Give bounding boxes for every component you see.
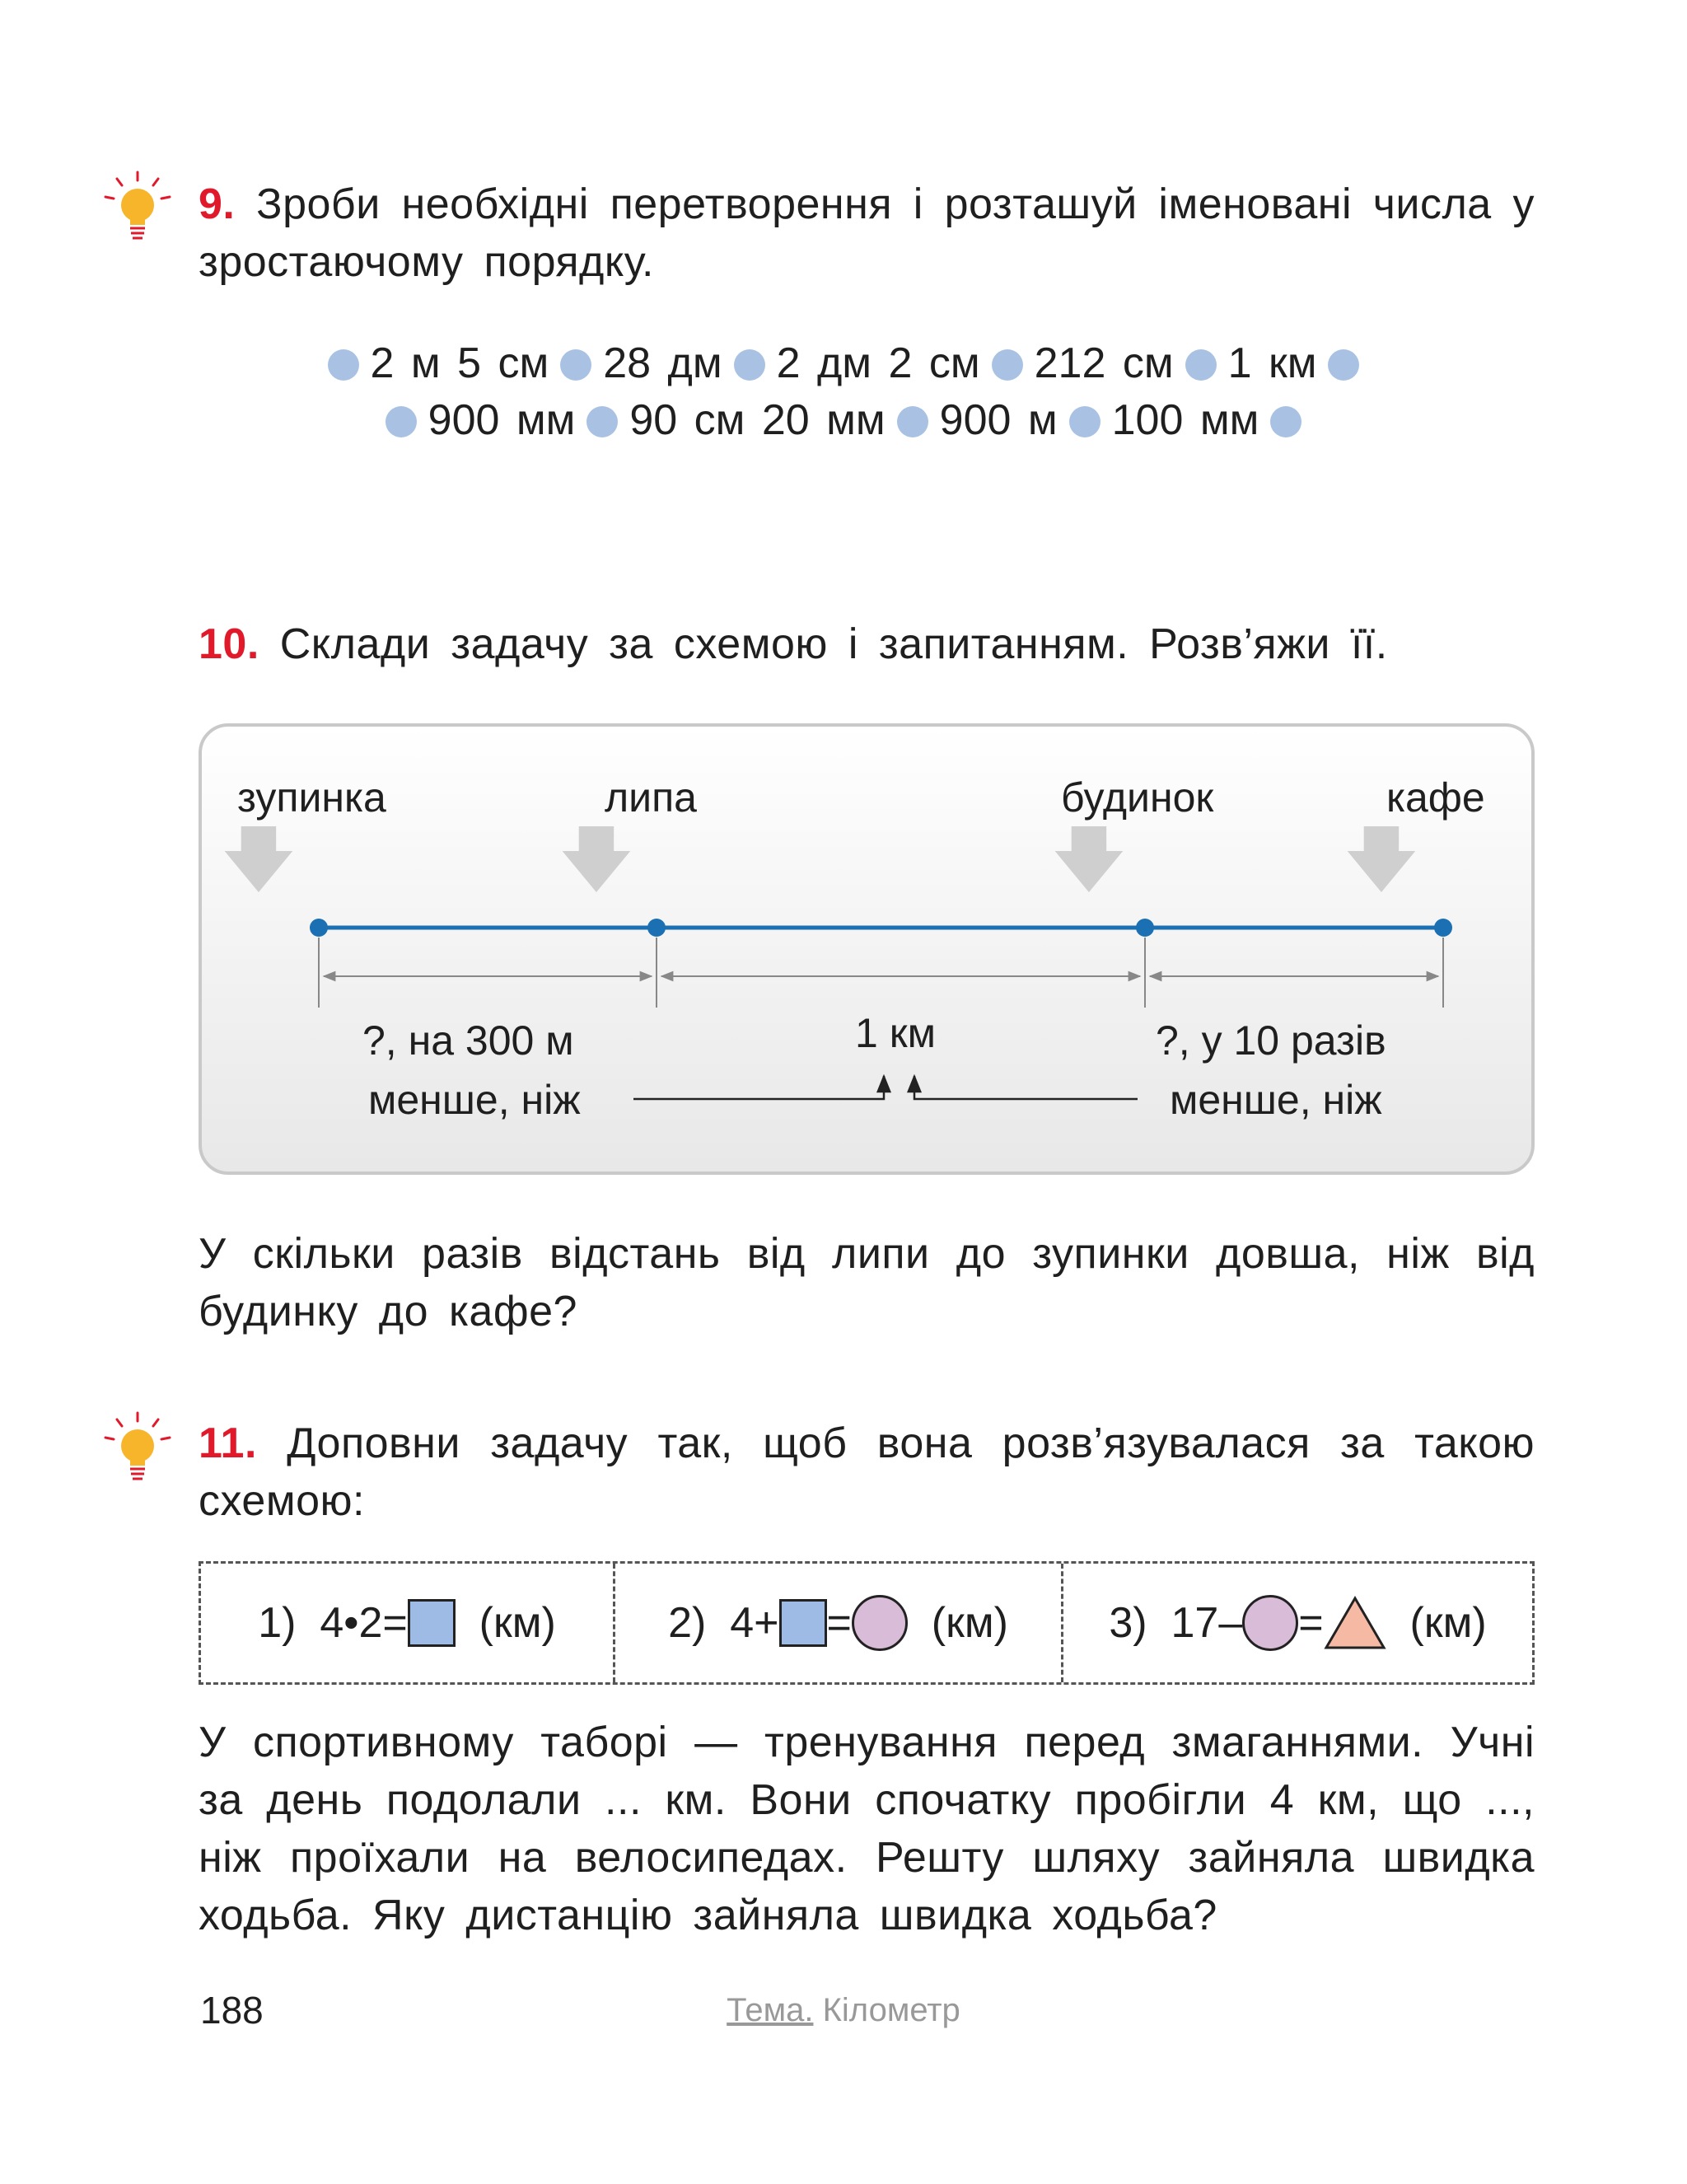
step-equals: =	[826, 1599, 852, 1647]
unit-value: 1 км	[1227, 339, 1317, 387]
route-point	[1434, 919, 1452, 937]
step-unit: (км)	[1409, 1599, 1487, 1647]
unit-value: 900 м	[939, 396, 1058, 444]
unit-value: 2 дм 2 см	[776, 339, 980, 387]
point-label-cafe: кафе	[1386, 774, 1485, 821]
unit-value: 212 см	[1034, 339, 1174, 387]
page-topic	[0, 1987, 1687, 2033]
step-expression: 17–	[1171, 1599, 1243, 1647]
topic-name: Кілометр	[822, 1992, 960, 2028]
step-unit: (км)	[931, 1599, 1008, 1647]
task-11-text	[199, 1415, 1535, 1530]
bullet-dot	[734, 349, 765, 381]
step-index: 3)	[1109, 1599, 1147, 1647]
bullet-dot	[386, 406, 417, 437]
task-instruction: Склади задачу за схемою і запитанням. Розв’яжи її.	[279, 620, 1388, 668]
down-arrow-icon	[1055, 826, 1124, 892]
route-point	[310, 919, 328, 937]
bullet-dot	[897, 406, 928, 437]
bullet-dot	[1069, 406, 1101, 437]
route-point	[647, 919, 666, 937]
task-number: 11.	[199, 1419, 257, 1467]
lightbulb-icon	[100, 169, 175, 251]
topic-label: Тема.	[727, 1992, 814, 2028]
page-number: 188	[200, 1989, 264, 2032]
comparison-arrow	[633, 1076, 884, 1099]
step-index: 2)	[668, 1599, 707, 1647]
task-number: 9.	[199, 180, 236, 228]
task-10-text	[199, 615, 1535, 673]
units-row-2	[0, 391, 1687, 449]
down-arrow-icon	[1348, 826, 1416, 892]
segment-3-label: ?, у 10 разів	[1156, 1017, 1386, 1064]
task-number: 10.	[199, 620, 259, 668]
task-10-question: У скільки разів відстань від липи до зупинки довша, ніж від будинку до кафе?	[199, 1230, 1535, 1335]
bullet-dot	[560, 349, 591, 381]
bullet-dot	[586, 406, 618, 437]
bullet-dot	[1328, 349, 1359, 381]
task-instruction: Зроби необхідні перетворення і розташуй іменовані числа у зростаючому порядку.	[199, 180, 1535, 286]
down-arrow-icon	[225, 826, 293, 892]
step-expression: 4+	[730, 1599, 779, 1647]
unit-value: 100 мм	[1111, 396, 1259, 444]
point-label-stop: зупинка	[237, 774, 386, 821]
comparison-arrow	[914, 1076, 1138, 1099]
route-point	[1136, 919, 1154, 937]
step-expression: 4•2=	[320, 1599, 408, 1647]
point-label-house: будинок	[1061, 774, 1214, 821]
segment-3-label-2: менше, ніж	[1170, 1077, 1382, 1123]
point-label-linden: липа	[605, 774, 697, 821]
orange-triangle-icon	[1324, 1596, 1386, 1650]
unit-value: 2 м 5 см	[370, 339, 549, 387]
scheme-step-2	[613, 1564, 1061, 1682]
bullet-dot	[992, 349, 1023, 381]
down-arrow-icon	[563, 826, 631, 892]
step-unit: (км)	[479, 1599, 556, 1647]
unit-value: 90 см 20 мм	[629, 396, 886, 444]
bullet-dot	[328, 349, 359, 381]
purple-circle-icon	[1242, 1595, 1298, 1651]
task-11-story: У спортивному таборі — тренування перед змаганнями. Учні за день подолали ... км. Вони спочатку пробігли 4 км, що ..., ніж проїхали на велосипедах. Решту шляху зайняла швидка ходьба. Яку дистанцію зайняла швидка ходьба?	[199, 1719, 1535, 1939]
blue-square-icon	[779, 1599, 827, 1647]
units-row-1	[0, 334, 1687, 392]
segment-1-label-2: менше, ніж	[368, 1077, 581, 1123]
task-9-text	[199, 175, 1535, 291]
lightbulb-icon	[100, 1410, 175, 1492]
bullet-dot	[1270, 406, 1301, 437]
unit-value: 28 дм	[603, 339, 722, 387]
step-index: 1)	[258, 1599, 297, 1647]
step-equals: =	[1298, 1599, 1324, 1647]
bullet-dot	[1185, 349, 1217, 381]
blue-square-icon	[408, 1599, 456, 1647]
unit-value: 900 мм	[428, 396, 576, 444]
solution-scheme	[199, 1561, 1535, 1685]
purple-circle-icon	[852, 1595, 908, 1651]
scheme-step-3	[1061, 1564, 1532, 1682]
scheme-step-1	[201, 1564, 613, 1682]
task-instruction: Доповни задачу так, щоб вона розв’язувалася за такою схемою:	[199, 1419, 1535, 1525]
segment-1-label: ?, на 300 м	[362, 1017, 574, 1064]
segment-2-label: 1 км	[855, 1010, 936, 1056]
